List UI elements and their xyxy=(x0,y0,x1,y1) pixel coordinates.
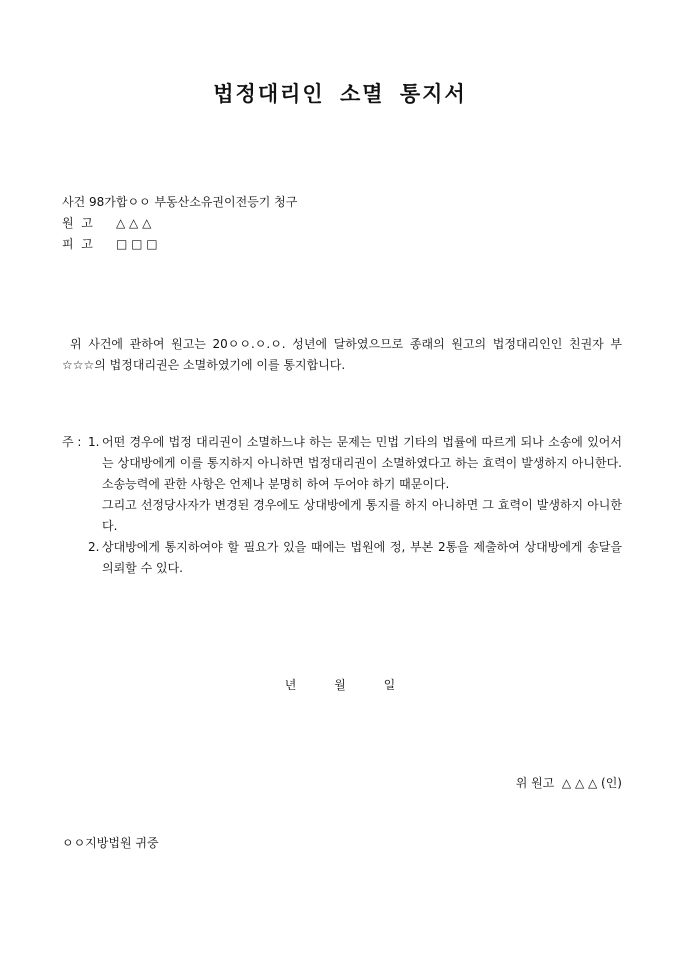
note-text: 상대방에게 통지하여야 할 필요가 있을 때에는 법원에 정, 부본 2통을 제출하여 상대방에게 송달을 의뢰할 수 있다. xyxy=(102,540,622,575)
note-number: 1. xyxy=(88,435,100,449)
note-item-2 xyxy=(62,537,622,579)
body-paragraph: 위 사건에 관하여 원고는 20ㅇㅇ.ㅇ.ㅇ. 성년에 달하였으므로 종래의 원고의 법정대리인인 친권자 부 ☆☆☆의 법정대리권은 소멸하였기에 이를 통지합니다. xyxy=(62,337,622,372)
notes-section xyxy=(62,432,622,579)
plaintiff-value: △ △ △ xyxy=(116,216,152,230)
note-text: 어떤 경우에 법정 대리권이 소멸하느냐 하는 문제는 민법 기타의 법률에 따르게 되나 소송에 있어서는 상대방에게 이를 통지하지 아니하면 법정대리권이 소멸하였다고 하는 효력이 발생하지 아니한다. 소송능력에 관한 사항은 언제나 분명히 하여 두어야 하기 때문이다. xyxy=(102,435,622,491)
defendant-label: 피 고 xyxy=(62,237,93,251)
defendant-value: □ □ □ xyxy=(116,237,158,251)
case-info xyxy=(62,192,622,255)
court-addressee: ㅇㅇ지방법원 귀중 xyxy=(62,836,159,850)
date-month: 월 xyxy=(334,678,346,692)
notes-prefix: 주 : xyxy=(62,435,82,449)
case-line: 사건 98가합ㅇㅇ 부동산소유권이전등기 청구 xyxy=(62,195,298,209)
date-day: 일 xyxy=(383,678,396,692)
note-number: 2. xyxy=(88,540,100,554)
note-subparagraph: 그리고 선정당사자가 변경된 경우에도 상대방에게 통지를 하지 아니하면 그 효력이 발생하지 아니한다. xyxy=(102,498,622,533)
date-line xyxy=(0,676,680,693)
date-year: 년 xyxy=(284,678,297,692)
document-title: 법정대리인 소멸 통지서 xyxy=(213,81,467,106)
plaintiff-label: 원 고 xyxy=(62,216,93,230)
note-item-1 xyxy=(62,432,622,495)
signer-line: 위 원고 △ △ △ (인) xyxy=(515,776,622,790)
defendant-line xyxy=(62,234,622,255)
plaintiff-line xyxy=(62,213,622,234)
